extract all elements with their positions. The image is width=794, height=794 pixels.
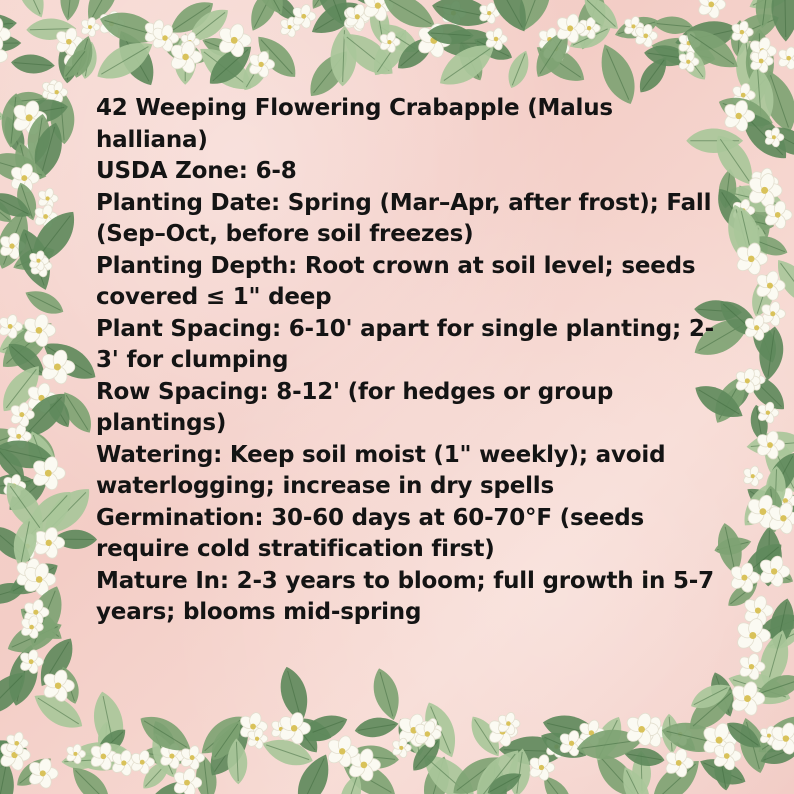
five-petal-blossom-icon	[80, 16, 100, 37]
planting-depth: Planting Depth: Root crown at soil level; seeds covered ≤ 1" deep	[96, 252, 696, 310]
usda-zone: USDA Zone: 6-8	[96, 158, 297, 184]
plant-title: 42 Weeping Flowering Crabapple (Malus halliana)	[96, 95, 613, 153]
watering: Watering: Keep soil moist (1" weekly); avoid waterlogging; increase in dry spells	[96, 441, 666, 499]
germination: Germination: 30-60 days at 60-70°F (seeds require cold stratification first)	[96, 504, 645, 562]
planting-date: Planting Date: Spring (Mar–Apr, after frost); Fall (Sep–Oct, before soil freezes)	[96, 189, 712, 247]
mature-in: Mature In: 2-3 years to bloom; full growth in 5-7 years; blooms mid-spring	[96, 567, 714, 625]
plant-info-text	[96, 93, 716, 629]
leaf-shape	[771, 0, 794, 42]
row-spacing: Row Spacing: 8-12' (for hedges or group plantings)	[96, 378, 614, 436]
leaf-shape	[11, 0, 51, 22]
five-petal-blossom-icon	[742, 465, 763, 487]
plant-spacing: Plant Spacing: 6-10' apart for single planting; 2-3' for clumping	[96, 315, 714, 373]
five-petal-blossom-icon	[696, 0, 725, 20]
five-petal-blossom-icon	[777, 46, 794, 71]
